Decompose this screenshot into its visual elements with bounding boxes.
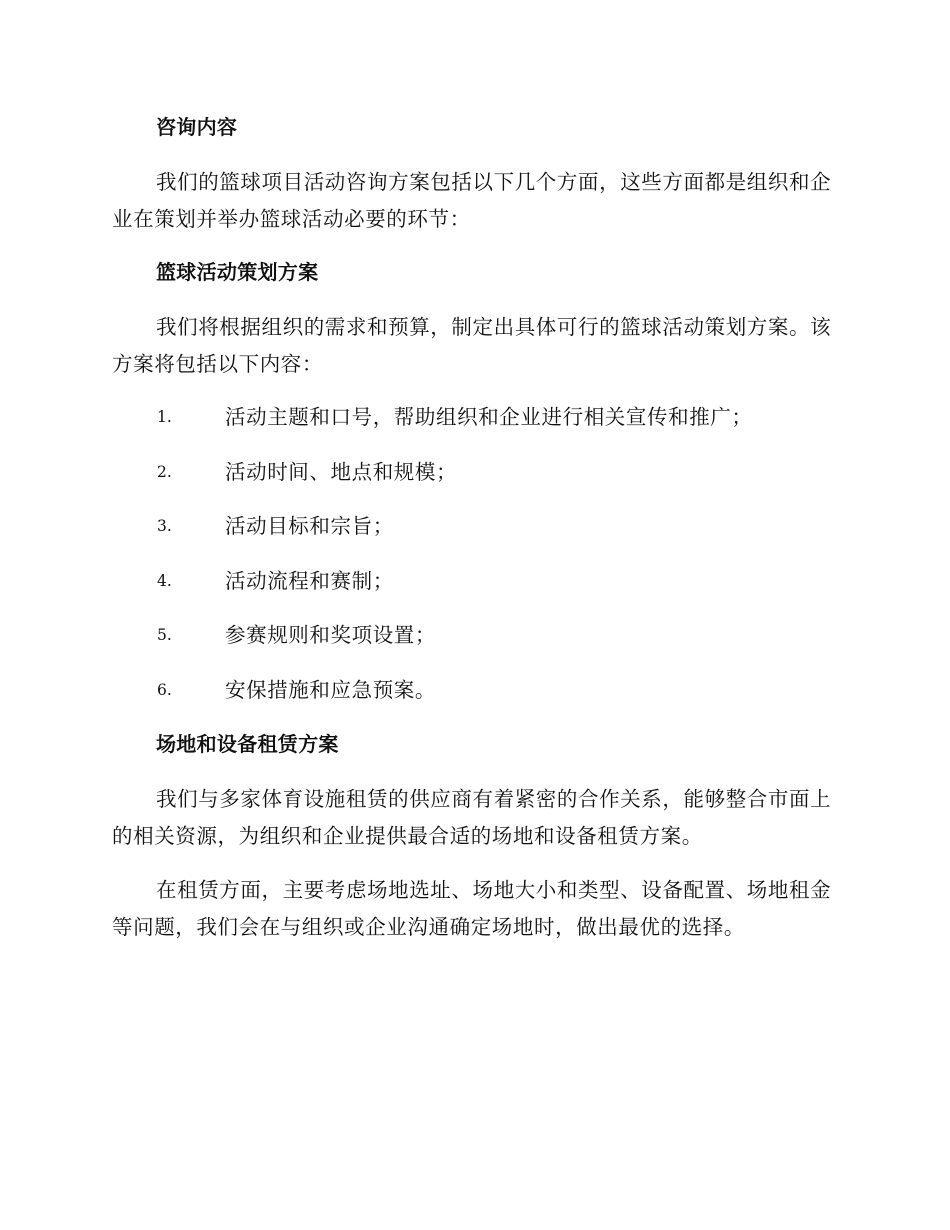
list-number: 3. bbox=[157, 517, 172, 536]
list-number: 6. bbox=[157, 680, 172, 699]
list-text: 参赛规则和奖项设置； bbox=[225, 623, 436, 648]
list-text: 活动流程和赛制； bbox=[225, 568, 394, 593]
list-number: 2. bbox=[157, 462, 172, 481]
list-item bbox=[112, 672, 832, 727]
list-item bbox=[112, 508, 832, 563]
paragraph: 我们的篮球项目活动咨询方案包括以下几个方面，这些方面都是组织和企业在策划并举办篮球活动必要的环节： bbox=[112, 170, 832, 231]
list-item bbox=[112, 454, 832, 509]
list-text: 活动时间、地点和规模； bbox=[225, 459, 458, 484]
section-heading-consulting-content: 咨询内容 bbox=[156, 115, 238, 139]
paragraph: 我们与多家体育设施租赁的供应商有着紧密的合作关系，能够整合市面上的相关资源，为组织和企业提供最合适的场地和设备租赁方案。 bbox=[112, 786, 832, 848]
paragraph: 我们将根据组织的需求和预算，制定出具体可行的篮球活动策划方案。该方案将包括以下内容： bbox=[112, 315, 832, 376]
list-number: 1. bbox=[157, 408, 172, 426]
numbered-list bbox=[112, 399, 832, 727]
section-heading-venue-equipment-rental: 场地和设备租赁方案 bbox=[156, 731, 339, 756]
document-body bbox=[112, 110, 832, 946]
list-number: 5. bbox=[157, 626, 172, 645]
list-item bbox=[112, 617, 832, 672]
section-heading-activity-plan: 篮球活动策划方案 bbox=[156, 260, 319, 284]
list-number: 4. bbox=[157, 571, 172, 590]
paragraph: 在租赁方面，主要考虑场地选址、场地大小和类型、设备配置、场地租金等问题，我们会在与组织或企业沟通确定场地时，做出最优的选择。 bbox=[112, 877, 832, 939]
list-text: 活动主题和口号，帮助组织和企业进行相关宣传和推广； bbox=[225, 405, 753, 429]
list-item bbox=[112, 399, 832, 454]
list-text: 活动目标和宗旨； bbox=[225, 514, 394, 539]
list-text: 安保措施和应急预案。 bbox=[225, 677, 436, 702]
list-item bbox=[112, 563, 832, 618]
